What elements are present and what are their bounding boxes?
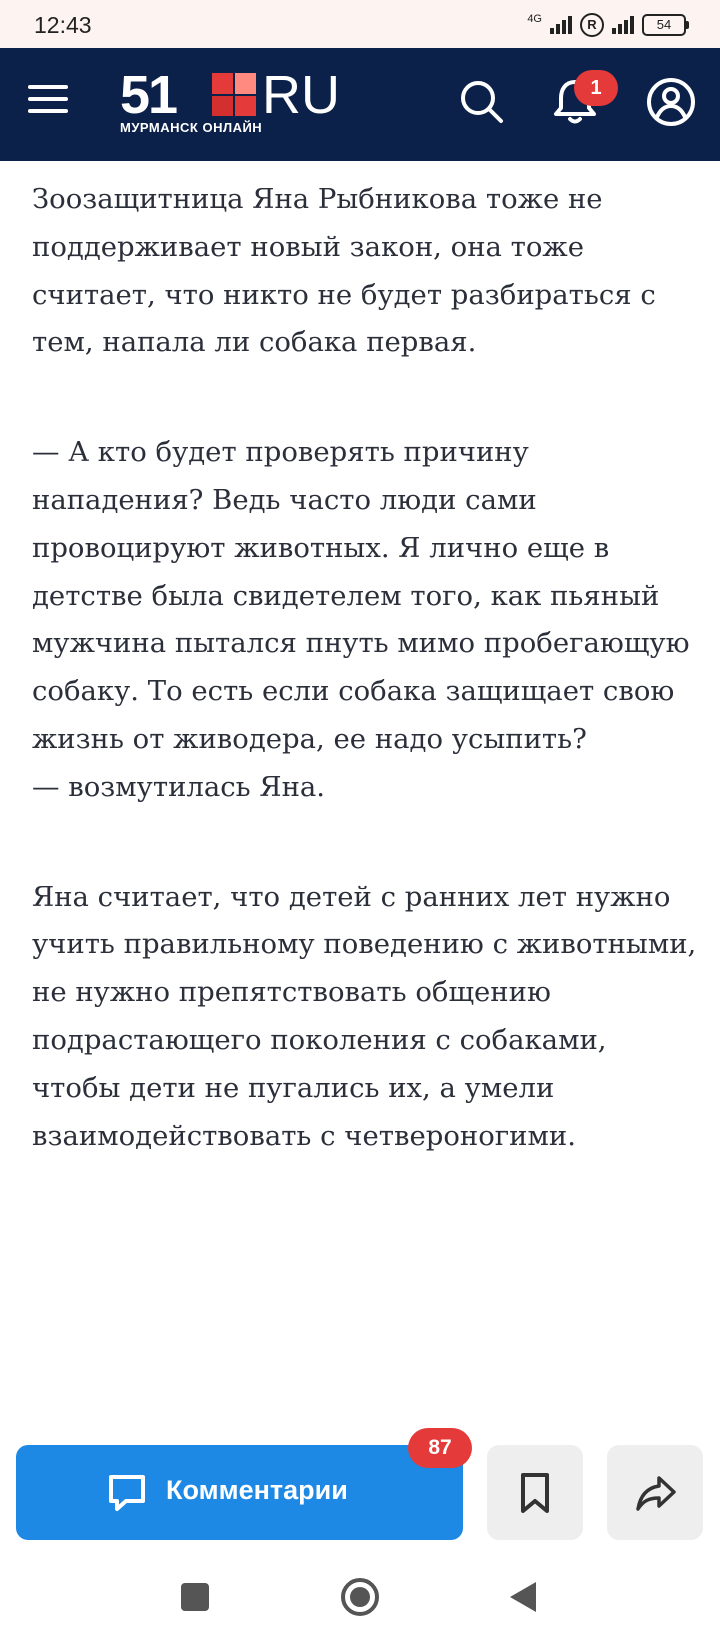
signal-icon-2: [612, 16, 634, 34]
site-header: [0, 48, 720, 161]
logo-number: 51: [120, 65, 177, 125]
logo-mark-icon: [212, 73, 256, 116]
comments-label: Комментарии: [166, 1475, 348, 1505]
site-logo[interactable]: [120, 65, 350, 138]
share-icon: [635, 1472, 677, 1514]
bookmark-button[interactable]: [487, 1445, 583, 1540]
comment-icon: [106, 1472, 148, 1514]
system-nav-bar: [0, 1560, 720, 1650]
article-body: [32, 176, 697, 1222]
home-icon[interactable]: [340, 1577, 380, 1617]
status-bar: [0, 0, 720, 48]
notification-badge: 1: [574, 70, 618, 106]
logo-domain: RU: [262, 65, 340, 125]
comments-count-badge: 87: [408, 1428, 472, 1468]
recent-apps-icon[interactable]: [181, 1583, 209, 1611]
search-icon[interactable]: [458, 78, 504, 124]
status-time: 12:43: [34, 12, 92, 38]
comments-button[interactable]: [16, 1445, 463, 1540]
back-icon[interactable]: [508, 1580, 538, 1614]
article-paragraph: Яна считает, что детей с ранних лет нужно учить правильному поведению с животными, не нужно препятствовать общению подрастающего поколения с собаками, чтобы дети не пугались их, а умели взаимодействовать с четвероногими.: [32, 880, 697, 1152]
logo-subtitle: МУРМАНСК ОНЛАЙН: [120, 120, 263, 135]
bookmark-icon: [515, 1472, 555, 1514]
battery-icon: 54: [642, 14, 686, 36]
article-paragraph: Зоозащитница Яна Рыбникова тоже не поддерживает новый закон, она тоже считает, что никто не будет разбираться с тем, напала ли собака первая.: [32, 183, 656, 359]
roaming-icon: R: [580, 13, 604, 37]
article-paragraph: — А кто будет проверять причину нападения? Ведь часто люди сами провоцируют животных. Я лично еще в детстве была свидетелем того, как пьяный мужчина пытался пнуть мимо пробегающую собаку. То есть если собака защищает свою жизнь от живодера, ее надо усыпить? — возмутилась Яна.: [32, 436, 690, 803]
share-button[interactable]: [607, 1445, 703, 1540]
network-type-label: 4G: [527, 13, 542, 25]
status-icons: [527, 11, 686, 39]
account-icon[interactable]: [646, 77, 696, 127]
menu-icon[interactable]: [28, 85, 68, 117]
signal-icon: [550, 16, 572, 34]
